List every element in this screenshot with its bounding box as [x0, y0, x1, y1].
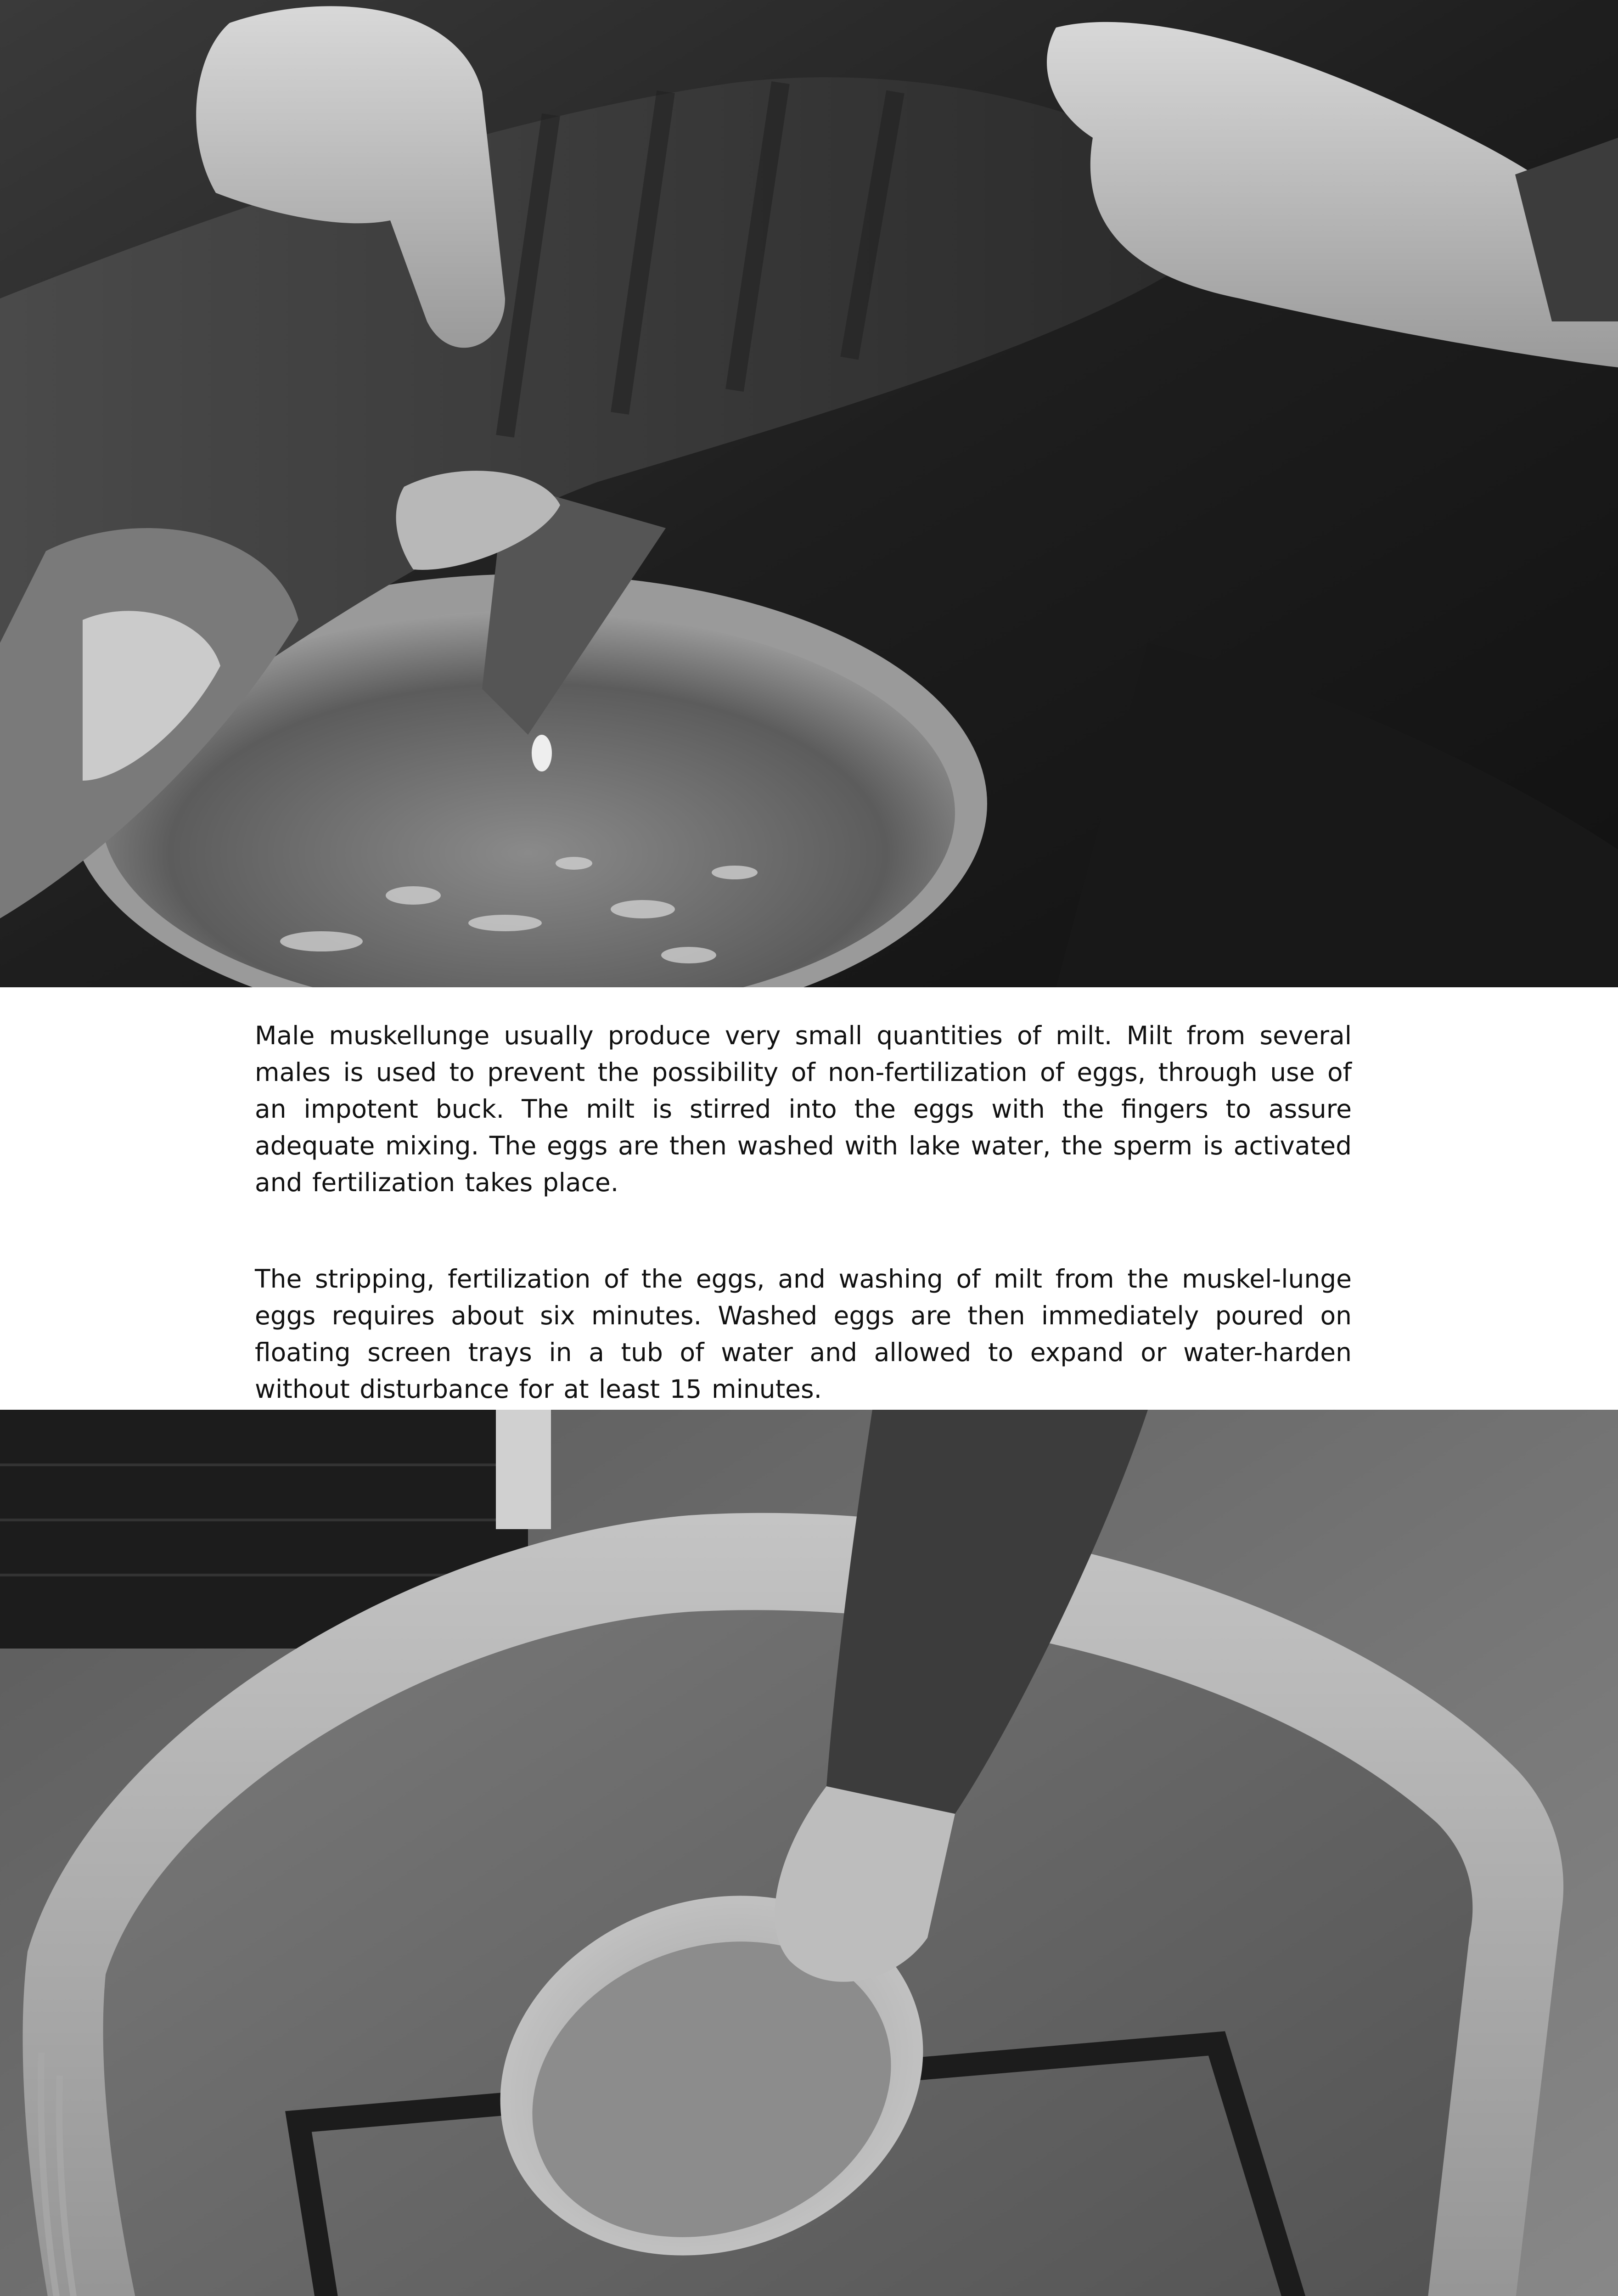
caption-stripping-paragraph: The stripping, fertilization of the eggs, and washing of milt from the muskel-lunge eggs requires about six minutes. Washed eggs are then immediately poured on floating screen trays in a tub of water and allowed to expand or water-harden without disturbance for at least 15 minutes. [255, 1264, 1352, 1404]
caption-band [0, 987, 1618, 1410]
caption-milt-paragraph: Male muskellunge usually produce very small quantities of milt. Milt from several males is used to prevent the possibility of non-fertilization of eggs, through use of an impotent buck. The milt is stirred into the eggs with the fingers to assure adequate mixing. The eggs are then washed with lake water, the sperm is activated and fertilization takes place. [255, 1021, 1352, 1197]
photo-fish-stripping [0, 0, 1618, 987]
photo-fish-stripping-image [0, 0, 1618, 987]
photo-tub-screen-trays-image [0, 1410, 1618, 2296]
photo-tub-screen-trays [0, 1410, 1618, 2296]
